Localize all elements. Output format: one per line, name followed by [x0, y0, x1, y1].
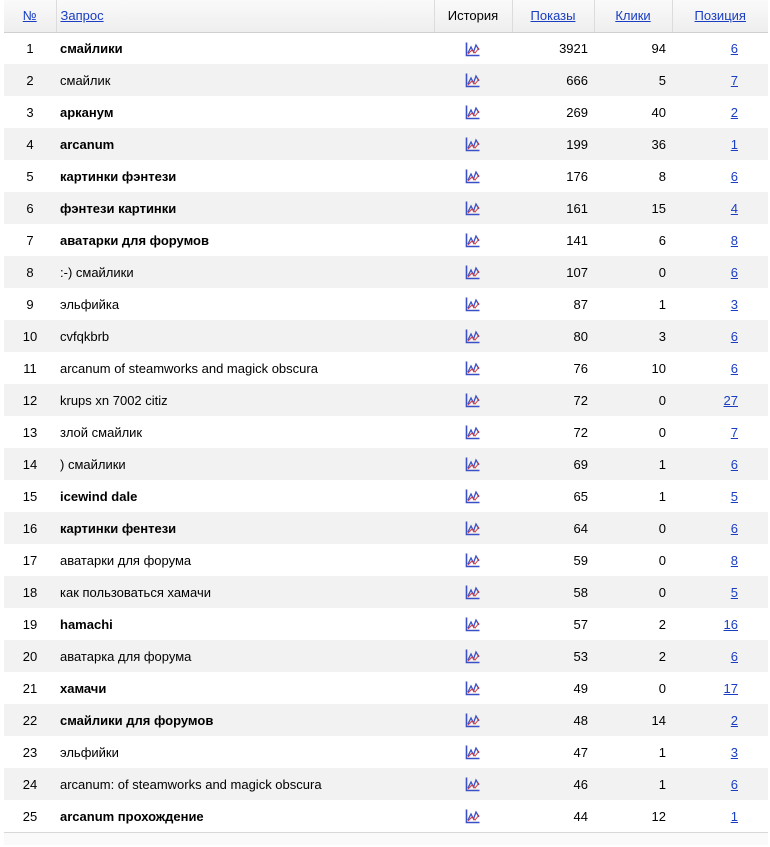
history-chart-icon[interactable]: [465, 360, 481, 376]
row-history[interactable]: [434, 32, 512, 64]
row-shows: 46: [573, 776, 588, 792]
history-chart-icon[interactable]: [465, 520, 481, 536]
row-position[interactable]: [672, 800, 768, 832]
row-shows: 199: [566, 136, 588, 152]
table-row: [4, 192, 768, 224]
history-chart-icon[interactable]: [465, 41, 481, 57]
table-footer: [4, 832, 768, 845]
row-query: аватарки для форума: [60, 552, 192, 568]
row-clicks: 2: [658, 648, 666, 664]
row-position[interactable]: [672, 672, 768, 704]
row-position[interactable]: [672, 544, 768, 576]
row-number: 4: [26, 136, 34, 152]
row-position[interactable]: [672, 768, 768, 800]
row-number: 10: [22, 328, 38, 344]
row-clicks: 1: [658, 776, 666, 792]
table-row: [4, 768, 768, 800]
row-shows: 53: [573, 648, 588, 664]
row-position[interactable]: [672, 640, 768, 672]
row-history[interactable]: [434, 480, 512, 512]
row-number: 8: [26, 264, 34, 280]
row-position[interactable]: [672, 416, 768, 448]
row-query: arcanum прохождение: [60, 808, 204, 824]
history-chart-icon[interactable]: [465, 328, 481, 344]
row-shows: 69: [573, 456, 588, 472]
table-row: [4, 128, 768, 160]
row-query: смайлик: [60, 72, 111, 88]
row-position[interactable]: [672, 288, 768, 320]
row-position[interactable]: [672, 704, 768, 736]
row-clicks: 0: [658, 264, 666, 280]
position-link[interactable]: 2: [730, 712, 738, 728]
row-shows: 176: [566, 168, 588, 184]
row-clicks: 0: [658, 424, 666, 440]
row-query: hamachi: [60, 616, 113, 632]
row-number: 25: [22, 808, 38, 824]
position-link[interactable]: 27: [723, 392, 738, 408]
row-clicks: 1: [658, 744, 666, 760]
row-query: фэнтези картинки: [60, 200, 177, 216]
row-shows: 65: [573, 488, 588, 504]
table-row: [4, 800, 768, 832]
position-link[interactable]: 7: [730, 424, 738, 440]
table-row: [4, 640, 768, 672]
row-number: 3: [26, 104, 34, 120]
history-chart-icon[interactable]: [465, 168, 481, 184]
row-history[interactable]: [434, 288, 512, 320]
row-history[interactable]: [434, 384, 512, 416]
row-position[interactable]: [672, 96, 768, 128]
row-history[interactable]: [434, 640, 512, 672]
row-position[interactable]: [672, 160, 768, 192]
row-query: эльфийки: [60, 744, 119, 760]
row-history[interactable]: [434, 96, 512, 128]
row-history[interactable]: [434, 576, 512, 608]
table-row: [4, 448, 768, 480]
sort-by-shows-link[interactable]: Показы: [530, 8, 576, 24]
row-shows: 80: [573, 328, 588, 344]
row-shows: 76: [573, 360, 588, 376]
history-chart-icon[interactable]: [465, 776, 481, 792]
row-query: аватарка для форума: [60, 648, 192, 664]
row-query: картинки фэнтези: [60, 168, 177, 184]
row-shows: 269: [566, 104, 588, 120]
position-link[interactable]: 8: [730, 232, 738, 248]
header-history: [434, 0, 512, 32]
position-link[interactable]: 5: [730, 488, 738, 504]
row-number: 7: [26, 232, 34, 248]
row-number: 12: [22, 392, 38, 408]
position-link[interactable]: 6: [730, 648, 738, 664]
row-number: 19: [22, 616, 38, 632]
position-link[interactable]: 6: [730, 168, 738, 184]
row-history[interactable]: [434, 256, 512, 288]
row-history[interactable]: [434, 448, 512, 480]
table-row: [4, 736, 768, 768]
row-clicks: 10: [651, 360, 666, 376]
row-shows: 72: [573, 392, 588, 408]
row-shows: 72: [573, 424, 588, 440]
row-query: ) смайлики: [60, 456, 126, 472]
row-shows: 161: [566, 200, 588, 216]
position-link[interactable]: 8: [730, 552, 738, 568]
row-query: смайлики для форумов: [60, 712, 214, 728]
row-clicks: 6: [658, 232, 666, 248]
row-clicks: 0: [658, 392, 666, 408]
table-header-row: [4, 0, 768, 32]
row-clicks: 14: [651, 712, 666, 728]
table-row: [4, 704, 768, 736]
table-row: [4, 608, 768, 640]
row-position[interactable]: [672, 128, 768, 160]
row-query: arcanum: of steamworks and magick obscura: [60, 776, 322, 792]
row-clicks: 0: [658, 520, 666, 536]
position-link[interactable]: 1: [730, 136, 738, 152]
row-history[interactable]: [434, 544, 512, 576]
row-shows: 666: [566, 72, 588, 88]
history-chart-icon[interactable]: [465, 392, 481, 408]
position-link[interactable]: 5: [730, 584, 738, 600]
sort-by-query-link[interactable]: Запрос: [60, 8, 104, 24]
row-number: 18: [22, 584, 38, 600]
row-shows: 64: [573, 520, 588, 536]
header-clicks[interactable]: [594, 0, 672, 32]
table-row: [4, 352, 768, 384]
table-row: [4, 512, 768, 544]
table-row: [4, 224, 768, 256]
row-query: эльфийка: [60, 296, 120, 312]
position-link[interactable]: 6: [730, 40, 738, 56]
row-query: arcanum of steamworks and magick obscura: [60, 360, 318, 376]
history-header-label: История: [447, 8, 499, 24]
row-number: 23: [22, 744, 38, 760]
history-chart-icon[interactable]: [465, 744, 481, 760]
row-clicks: 36: [651, 136, 666, 152]
row-position[interactable]: [672, 608, 768, 640]
row-position[interactable]: [672, 256, 768, 288]
header-shows[interactable]: [512, 0, 594, 32]
position-link[interactable]: 4: [730, 200, 738, 216]
row-query: icewind dale: [60, 488, 138, 504]
row-history[interactable]: [434, 64, 512, 96]
row-position[interactable]: [672, 320, 768, 352]
position-link[interactable]: 6: [730, 520, 738, 536]
history-chart-icon[interactable]: [465, 104, 481, 120]
row-position[interactable]: [672, 480, 768, 512]
row-number: 16: [22, 520, 38, 536]
row-clicks: 15: [651, 200, 666, 216]
row-number: 2: [26, 72, 34, 88]
row-clicks: 12: [651, 808, 666, 824]
row-history[interactable]: [434, 320, 512, 352]
row-position[interactable]: [672, 448, 768, 480]
history-chart-icon[interactable]: [465, 648, 481, 664]
row-query: cvfqkbrb: [60, 328, 110, 344]
query-stats-table: [4, 0, 768, 832]
row-position[interactable]: [672, 224, 768, 256]
position-link[interactable]: 2: [730, 104, 738, 120]
row-history[interactable]: [434, 192, 512, 224]
row-number: 1: [26, 40, 34, 56]
row-shows: 44: [573, 808, 588, 824]
table-row: [4, 544, 768, 576]
position-link[interactable]: 3: [730, 744, 738, 760]
row-history[interactable]: [434, 768, 512, 800]
row-number: 15: [22, 488, 38, 504]
sort-by-clicks-link[interactable]: Клики: [615, 8, 651, 24]
row-query: :-) смайлики: [60, 264, 134, 280]
row-number: 5: [26, 168, 34, 184]
history-chart-icon[interactable]: [465, 296, 481, 312]
row-clicks: 1: [658, 456, 666, 472]
row-query: аватарки для форумов: [60, 232, 209, 248]
row-clicks: 8: [658, 168, 666, 184]
history-chart-icon[interactable]: [465, 200, 481, 216]
position-link[interactable]: 17: [723, 680, 738, 696]
row-number: 17: [22, 552, 38, 568]
row-number: 21: [22, 680, 38, 696]
position-link[interactable]: 1: [730, 808, 738, 824]
table-row: [4, 480, 768, 512]
row-query: арканум: [60, 104, 114, 120]
history-chart-icon[interactable]: [465, 584, 481, 600]
row-history[interactable]: [434, 224, 512, 256]
position-link[interactable]: 3: [730, 296, 738, 312]
row-clicks: 5: [658, 72, 666, 88]
row-clicks: 94: [651, 40, 666, 56]
row-query: смайлики: [60, 40, 123, 56]
row-clicks: 40: [651, 104, 666, 120]
row-clicks: 2: [658, 616, 666, 632]
header-position[interactable]: [672, 0, 768, 32]
table-row: [4, 320, 768, 352]
row-number: 24: [22, 776, 38, 792]
row-number: 6: [26, 200, 34, 216]
row-query: krups xn 7002 citiz: [60, 392, 168, 408]
row-shows: 3921: [559, 40, 588, 56]
row-history[interactable]: [434, 512, 512, 544]
row-number: 11: [23, 360, 37, 376]
table-row: [4, 160, 768, 192]
table-row: [4, 288, 768, 320]
row-shows: 58: [573, 584, 588, 600]
position-link[interactable]: 6: [730, 360, 738, 376]
row-history[interactable]: [434, 672, 512, 704]
row-clicks: 3: [658, 328, 666, 344]
row-history[interactable]: [434, 736, 512, 768]
history-chart-icon[interactable]: [465, 808, 481, 824]
row-position[interactable]: [672, 64, 768, 96]
row-history[interactable]: [434, 608, 512, 640]
history-chart-icon[interactable]: [465, 424, 481, 440]
position-link[interactable]: 6: [730, 776, 738, 792]
table-row: [4, 672, 768, 704]
table-row: [4, 576, 768, 608]
row-query: как пользоваться хамачи: [60, 584, 211, 600]
row-number: 14: [22, 456, 38, 472]
position-link[interactable]: 6: [730, 264, 738, 280]
history-chart-icon[interactable]: [465, 712, 481, 728]
history-chart-icon[interactable]: [465, 264, 481, 280]
table-row: [4, 384, 768, 416]
sort-by-num-link[interactable]: №: [22, 8, 37, 24]
row-shows: 57: [573, 616, 588, 632]
row-clicks: 1: [658, 296, 666, 312]
row-number: 20: [22, 648, 38, 664]
row-position[interactable]: [672, 512, 768, 544]
row-shows: 87: [573, 296, 588, 312]
row-clicks: 0: [658, 584, 666, 600]
row-position[interactable]: [672, 32, 768, 64]
row-shows: 47: [573, 744, 588, 760]
row-number: 13: [22, 424, 38, 440]
table-row: [4, 256, 768, 288]
table-row: [4, 32, 768, 64]
history-chart-icon[interactable]: [465, 616, 481, 632]
position-link[interactable]: 16: [723, 616, 738, 632]
row-shows: 59: [573, 552, 588, 568]
row-number: 22: [22, 712, 38, 728]
row-query: хамачи: [60, 680, 107, 696]
history-chart-icon[interactable]: [465, 232, 481, 248]
history-chart-icon[interactable]: [465, 680, 481, 696]
row-number: 9: [26, 296, 34, 312]
row-history[interactable]: [434, 160, 512, 192]
row-history[interactable]: [434, 128, 512, 160]
history-chart-icon[interactable]: [465, 488, 481, 504]
row-position[interactable]: [672, 576, 768, 608]
row-history[interactable]: [434, 704, 512, 736]
row-position[interactable]: [672, 736, 768, 768]
table-row: [4, 64, 768, 96]
row-history[interactable]: [434, 416, 512, 448]
history-chart-icon[interactable]: [465, 456, 481, 472]
sort-by-position-link[interactable]: Позиция: [694, 8, 746, 24]
row-position[interactable]: [672, 352, 768, 384]
history-chart-icon[interactable]: [465, 72, 481, 88]
row-query: злой смайлик: [60, 424, 143, 440]
row-shows: 141: [566, 232, 588, 248]
position-link[interactable]: 6: [730, 456, 738, 472]
position-link[interactable]: 6: [730, 328, 738, 344]
row-shows: 48: [573, 712, 588, 728]
row-clicks: 0: [658, 680, 666, 696]
position-link[interactable]: 7: [730, 72, 738, 88]
row-history[interactable]: [434, 352, 512, 384]
table-row: [4, 416, 768, 448]
row-clicks: 0: [658, 552, 666, 568]
table-row: [4, 96, 768, 128]
header-num[interactable]: [4, 0, 56, 32]
row-history[interactable]: [434, 800, 512, 832]
row-shows: 49: [573, 680, 588, 696]
history-chart-icon[interactable]: [465, 136, 481, 152]
row-query: arcanum: [60, 136, 115, 152]
history-chart-icon[interactable]: [465, 552, 481, 568]
row-query: картинки фентези: [60, 520, 177, 536]
row-clicks: 1: [658, 488, 666, 504]
header-query[interactable]: [56, 0, 434, 32]
row-position[interactable]: [672, 192, 768, 224]
row-shows: 107: [566, 264, 588, 280]
row-position[interactable]: [672, 384, 768, 416]
